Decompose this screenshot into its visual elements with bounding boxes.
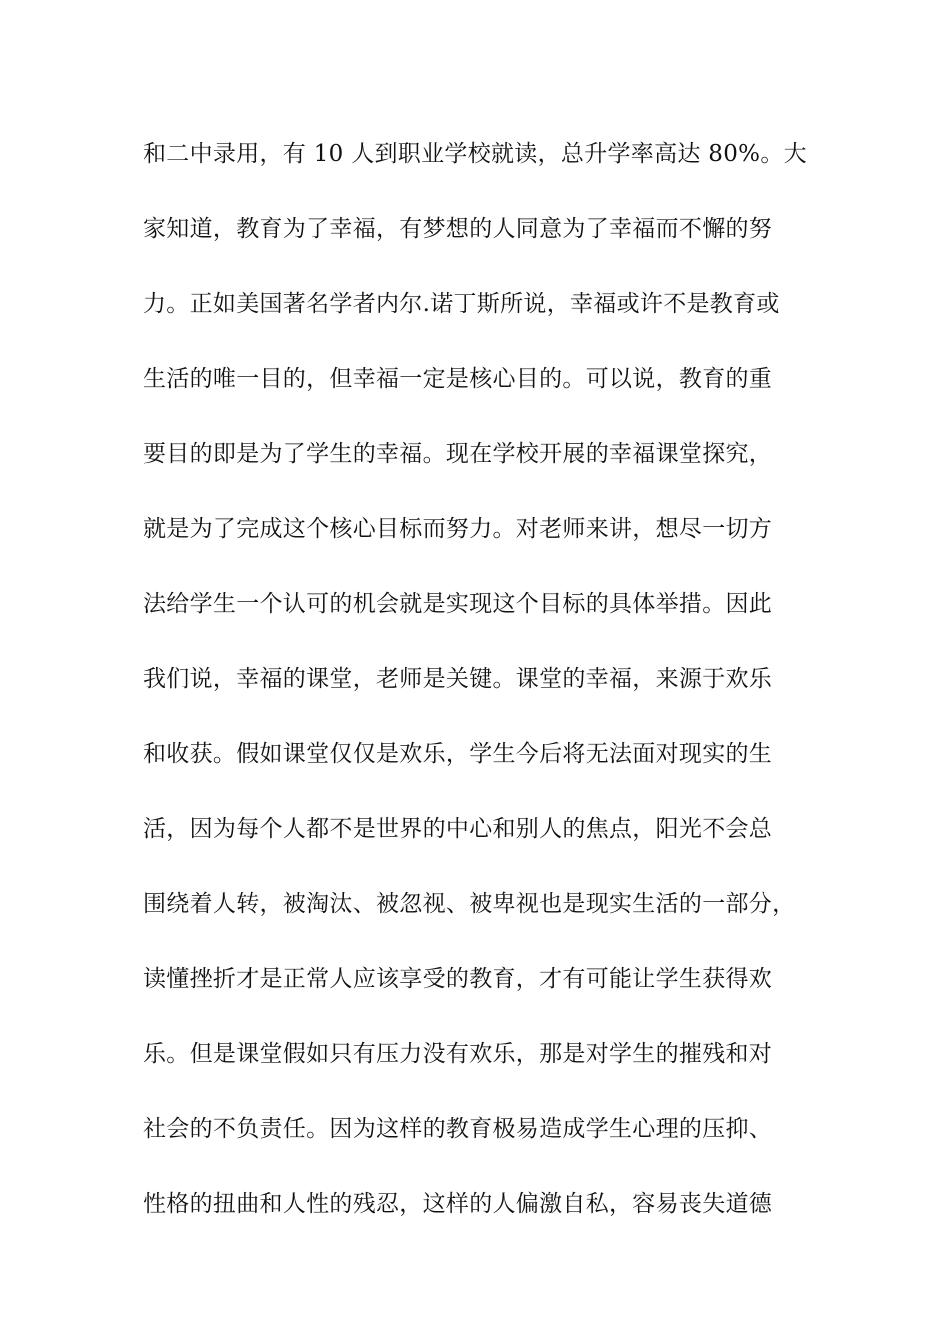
text-line-2: 家知道，教育为了幸福，有梦想的人同意为了幸福而不懈的努 <box>143 216 773 242</box>
text-line-12: 读懂挫折才是正常人应该享受的教育，才有可能让学生获得欢 <box>143 966 773 992</box>
text-line-5: 要目的即是为了学生的幸福。现在学校开展的幸福课堂探究， <box>143 441 773 467</box>
text-line-1: 和二中录用，有 10 人到职业学校就读，总升学率高达 80%。大 <box>143 141 807 167</box>
text-line-15: 性格的扭曲和人性的残忍，这样的人偏激自私，容易丧失道德 <box>143 1191 773 1217</box>
text-line-10: 活，因为每个人都不是世界的中心和别人的焦点，阳光不会总 <box>143 816 773 842</box>
text-line-3: 力。正如美国著名学者内尔.诺丁斯所说，幸福或许不是教育或 <box>143 291 780 317</box>
text-line-11: 围绕着人转，被淘汰、被忽视、被卑视也是现实生活的一部分， <box>143 891 796 917</box>
text-line-13: 乐。但是课堂假如只有压力没有欢乐，那是对学生的摧残和对 <box>143 1041 773 1067</box>
text-line-14: 社会的不负责任。因为这样的教育极易造成学生心理的压抑、 <box>143 1116 773 1142</box>
text-line-9: 和收获。假如课堂仅仅是欢乐，学生今后将无法面对现实的生 <box>143 741 773 767</box>
text-line-8: 我们说，幸福的课堂，老师是关键。课堂的幸福，来源于欢乐 <box>143 666 773 692</box>
body-text <box>143 134 813 1259</box>
text-line-4: 生活的唯一目的，但幸福一定是核心目的。可以说，教育的重 <box>143 366 773 392</box>
text-line-7: 法给学生一个认可的机会就是实现这个目标的具体举措。因此 <box>143 591 773 617</box>
text-line-6: 就是为了完成这个核心目标而努力。对老师来讲，想尽一切方 <box>143 516 773 542</box>
